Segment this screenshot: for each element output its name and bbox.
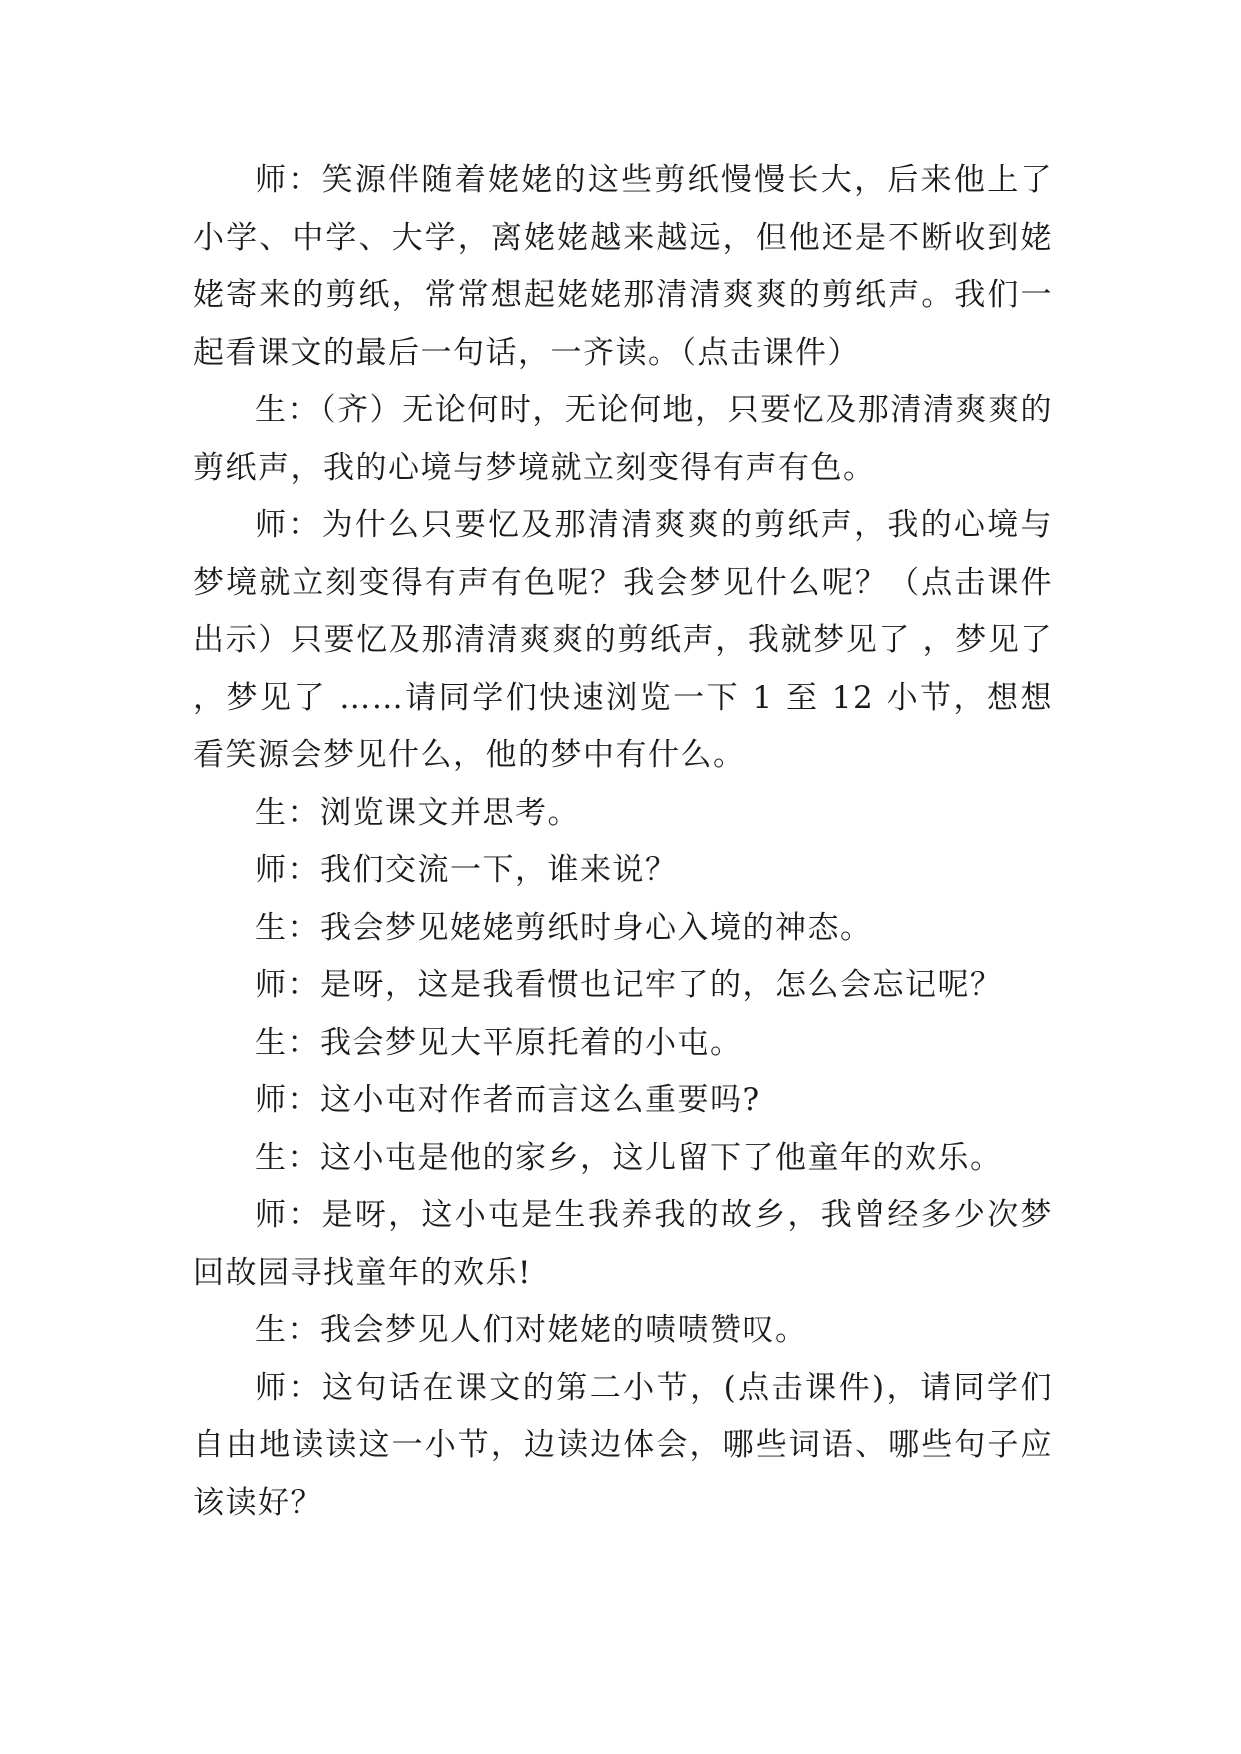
paragraph: 师：这小屯对作者而言这么重要吗? bbox=[255, 1082, 761, 1118]
paragraph: 生：我会梦见姥姥剪纸时身心入境的神态。 bbox=[255, 909, 873, 946]
paragraph: 生：（齐）无论何时，无论何地，只要忆及那清清爽爽的剪纸声，我的心境与梦境就立刻变得有声有色。 bbox=[193, 392, 1053, 486]
paragraph: 生：我会梦见大平原托着的小屯。 bbox=[255, 1024, 743, 1061]
paragraph: 师：是呀，这是我看惯也记牢了的，怎么会忘记呢？ bbox=[255, 967, 1003, 1003]
paragraph: 师：我们交流一下，谁来说？ bbox=[255, 852, 678, 888]
paragraph: 师：笑源伴随着姥姥的这些剪纸慢慢长大，后来他上了小学、中学、大学，离姥姥越来越远，但他还是不断收到姥姥寄来的剪纸，常常想起姥姥那清清爽爽的剪纸声。我们一起看课文的最后一句话，一齐读。（点击课件） bbox=[193, 162, 1053, 371]
paragraph: 师：是呀，这小屯是生我养我的故乡，我曾经多少次梦回故园寻找童年的欢乐! bbox=[193, 1197, 1053, 1291]
paragraph: 生：这小屯是他的家乡，这儿留下了他童年的欢乐。 bbox=[255, 1139, 1003, 1176]
paragraph: 师：为什么只要忆及那清清爽爽的剪纸声，我的心境与梦境就立刻变得有声有色呢？我会梦见什么呢？（点击课件出示）只要忆及那清清爽爽的剪纸声，我就梦见了 ，梦见了 ，梦见了 ……请同学们快速浏览一下 1 至 12 小节，想想看笑源会梦见什么，他的梦中有什么。 bbox=[193, 507, 1053, 773]
document-body bbox=[193, 152, 1053, 1532]
paragraph: 生：浏览课文并思考。 bbox=[255, 794, 580, 831]
paragraph: 师：这句话在课文的第二小节，(点击课件)，请同学们自由地读读这一小节，边读边体会，哪些词语、哪些句子应该读好？ bbox=[193, 1369, 1053, 1521]
paragraph: 生：我会梦见人们对姥姥的啧啧赞叹。 bbox=[255, 1312, 808, 1348]
